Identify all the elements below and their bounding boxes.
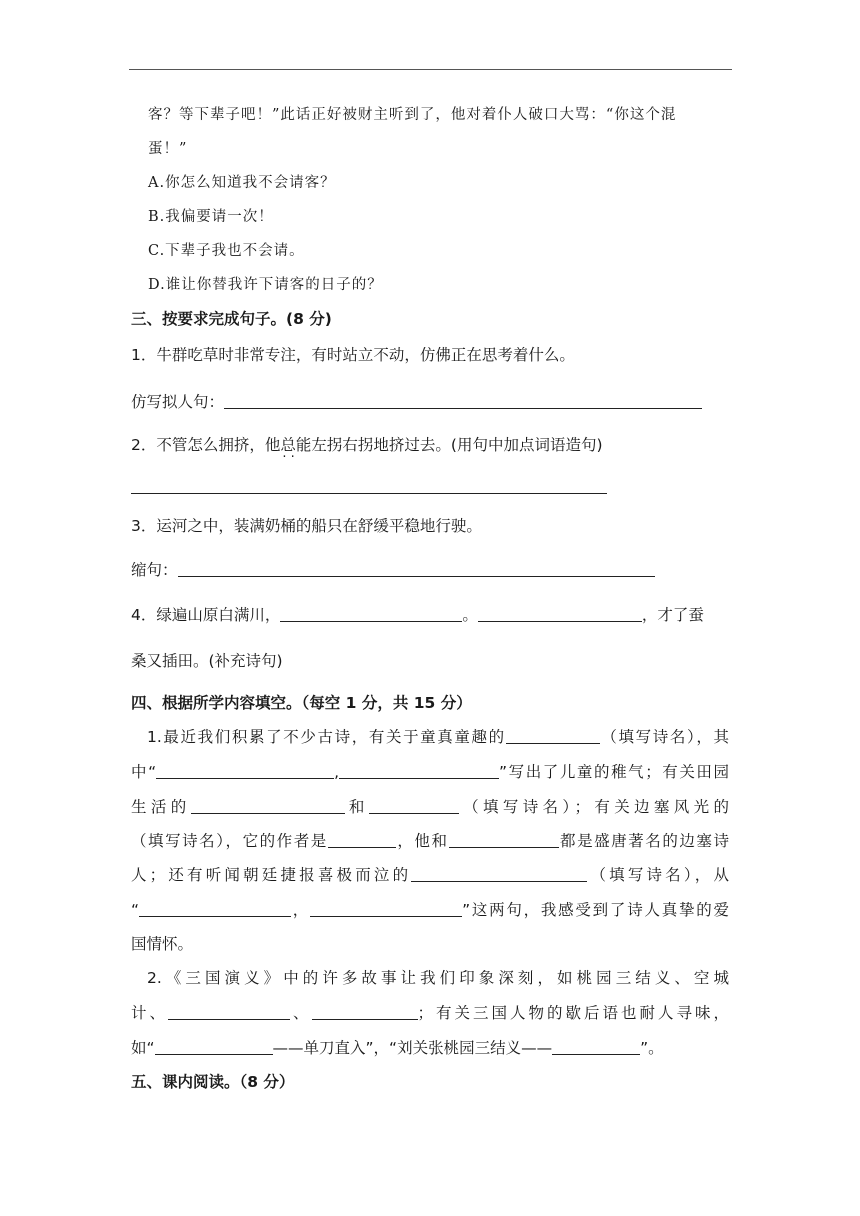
sec3-q1-answer-row xyxy=(131,391,702,413)
sec3-q4-text-b: 。 xyxy=(462,606,478,624)
sec4-p2-line-1 xyxy=(131,967,729,989)
answer-blank[interactable] xyxy=(310,900,462,917)
text: ；有关三国人物的歇后语也耐人寻味， xyxy=(417,1004,729,1022)
answer-blank[interactable] xyxy=(168,1003,290,1020)
sec4-p1-line-4 xyxy=(131,830,729,852)
sec3-question-1: 1．牛群吃草时非常专注，有时站立不动，仿佛正在思考着什么。 xyxy=(131,346,575,364)
text: ”写出了儿童的稚气；有关田园 xyxy=(499,763,730,781)
answer-blank[interactable] xyxy=(449,831,559,848)
text: （填写诗名）；有关边塞风光的 xyxy=(458,798,729,816)
text: 生活的 xyxy=(131,798,191,816)
text: ”这两句，我感受到了诗人真挚的爱 xyxy=(462,901,729,919)
passage-line-2: 蛋！” xyxy=(148,141,188,157)
sec4-p2-line-2 xyxy=(131,1002,729,1024)
answer-blank[interactable] xyxy=(312,1003,418,1020)
section-5-title: 五、课内阅读。（8 分） xyxy=(131,1073,295,1091)
sec3-q3-answer-row xyxy=(131,559,655,581)
text: 计、 xyxy=(131,1004,168,1022)
answer-blank[interactable] xyxy=(224,392,702,409)
answer-blank[interactable] xyxy=(506,727,600,744)
text: ，他和 xyxy=(395,832,449,850)
text: 都是盛唐著名的边塞诗 xyxy=(558,832,729,850)
text: “ xyxy=(131,901,140,919)
sec4-p1-line-7: 国情怀。 xyxy=(131,935,194,953)
text: 1.最近我们积累了不少古诗，有关于童真童趣的 xyxy=(147,728,506,746)
text: 、 xyxy=(290,1004,312,1022)
sec4-p1-line-6 xyxy=(131,899,729,921)
answer-blank[interactable] xyxy=(178,560,655,577)
answer-blank[interactable] xyxy=(191,797,345,814)
answer-blank[interactable] xyxy=(478,605,642,622)
text: （填写诗名），从 xyxy=(587,866,729,884)
text: （填写诗名），它的作者是 xyxy=(131,832,328,850)
text: 如“ xyxy=(131,1039,155,1057)
text: , xyxy=(334,763,340,781)
sec3-question-4 xyxy=(131,604,704,626)
sec3-question-3: 3．运河之中，装满奶桶的船只在舒缓平稳地行驶。 xyxy=(131,517,482,535)
option-c: C.下辈子我也不会请。 xyxy=(148,243,305,259)
sec3-q4-text-c: ，才了蚕 xyxy=(641,606,704,624)
answer-blank[interactable] xyxy=(552,1038,640,1055)
option-a: A.你怎么知道我不会请客？ xyxy=(148,175,336,191)
answer-blank[interactable] xyxy=(369,797,459,814)
text: 中“ xyxy=(131,763,157,781)
answer-blank[interactable] xyxy=(280,605,462,622)
answer-blank[interactable] xyxy=(156,762,334,779)
sec4-p2-line-3 xyxy=(131,1037,664,1059)
option-d: D.谁让你替我许下请客的日子的？ xyxy=(148,277,383,293)
sec3-q1-label: 仿写拟人句： xyxy=(131,393,225,411)
header-rule xyxy=(129,69,732,70)
sec4-p1-line-2 xyxy=(131,761,729,783)
section-4-title: 四、根据所学内容填空。（每空 1 分，共 15 分） xyxy=(131,694,472,712)
option-b: B.我偏要请一次！ xyxy=(148,209,274,225)
text: 和 xyxy=(344,798,369,816)
answer-blank[interactable] xyxy=(411,865,587,882)
sec3-q2-text-b: 左拐右拐地挤过去。(用句中加点词语造句) xyxy=(311,436,603,454)
sec4-p1-line-5 xyxy=(131,864,729,886)
passage-line-1: 客？等下辈子吧！”此话正好被财主听到了，他对着仆人破口大骂：“你这个混 xyxy=(148,107,677,123)
text: （填写诗名），其 xyxy=(599,728,729,746)
text: ”。 xyxy=(640,1039,664,1057)
answer-blank[interactable] xyxy=(328,831,396,848)
section-3-title: 三、按要求完成句子。(8 分) xyxy=(131,310,332,328)
text: ——单刀直入”，“刘关张桃园三结义—— xyxy=(272,1039,553,1057)
text: 人；还有听闻朝廷捷报喜极而泣的 xyxy=(131,866,412,884)
sec3-q2-text-a: 2．不管怎么拥挤，他 xyxy=(131,436,281,454)
text: ， xyxy=(291,901,311,919)
sec3-q3-label: 缩句： xyxy=(131,561,178,579)
answer-blank[interactable] xyxy=(339,762,499,779)
sec4-p1-line-1 xyxy=(131,726,729,748)
text: 2.《三国演义》中的许多故事让我们印象深刻，如桃园三结义、空城 xyxy=(147,969,729,987)
answer-blank[interactable] xyxy=(139,900,291,917)
sec3-q4-text-a: 4．绿遍山原白满川， xyxy=(131,606,281,624)
sec3-q4-line-2: 桑又插田。(补充诗句) xyxy=(131,652,283,670)
dotted-emphasis-word: 总能 · · xyxy=(280,434,311,456)
sec4-p1-line-3 xyxy=(131,796,729,818)
sec3-q2-answer-blank[interactable] xyxy=(131,477,607,494)
sec3-question-2 xyxy=(131,434,603,456)
answer-blank[interactable] xyxy=(155,1038,273,1055)
